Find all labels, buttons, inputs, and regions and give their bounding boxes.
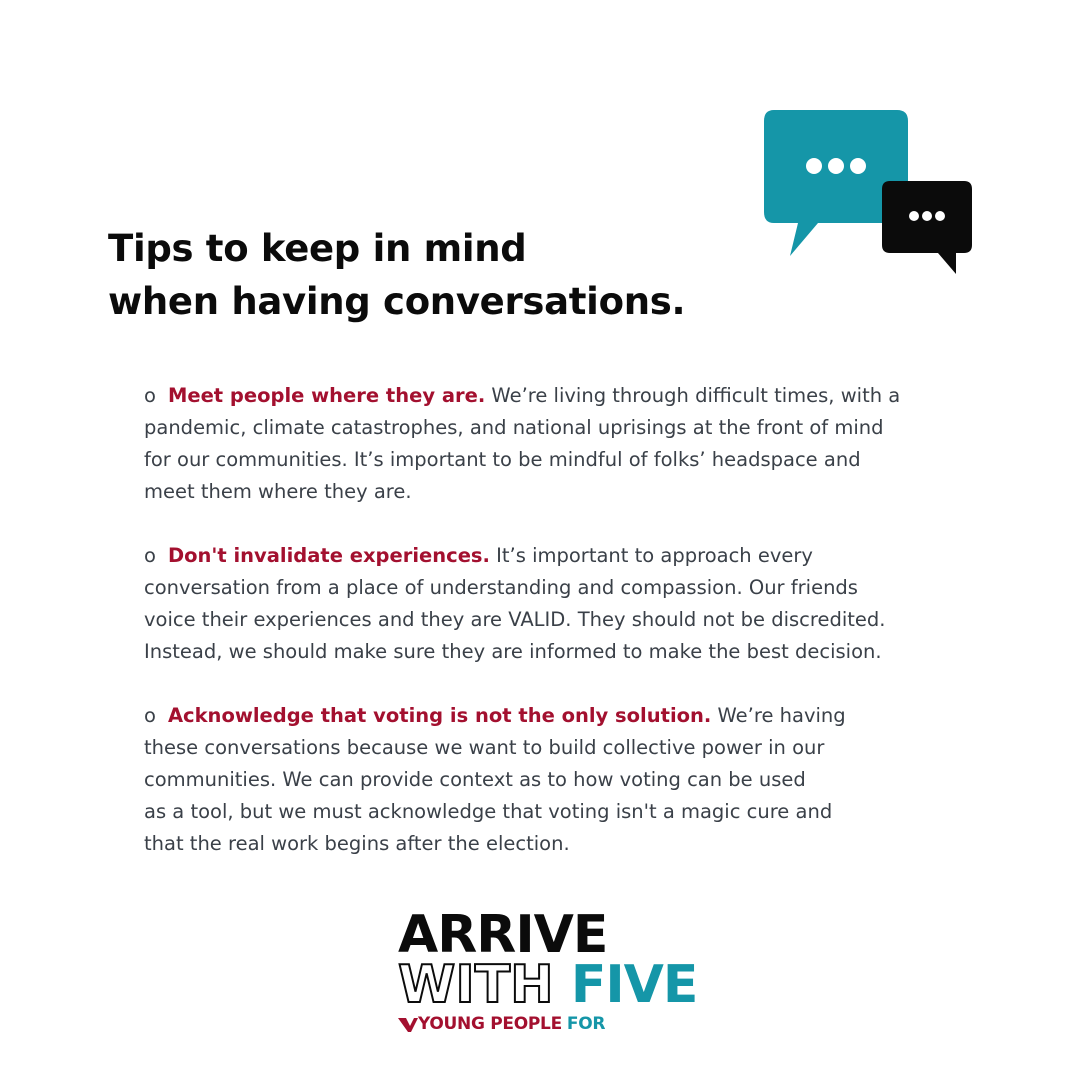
page-title-line-2: when having conversations. (108, 280, 686, 323)
tip-text: We’re living through difficult times, with a (485, 384, 901, 407)
bullet-marker: o (144, 384, 156, 407)
logo-with-five-row (398, 955, 698, 1015)
logo-five-text: FIVE (570, 955, 698, 1015)
speech-bubble-black-icon (882, 181, 972, 274)
tip-text: that the real work begins after the election. (144, 832, 570, 855)
tip-text: conversation from a place of understanding and compassion. Our friends (144, 576, 858, 599)
tip-heading: Meet people where they are. (167, 384, 486, 407)
bullet-marker: o (144, 704, 156, 727)
tip-acknowledge-voting (144, 700, 964, 860)
tip-dont-invalidate (144, 540, 964, 668)
tip-text: as a tool, but we must acknowledge that voting isn't a magic cure and (144, 800, 833, 823)
arrive-with-five-logo (398, 905, 698, 1034)
young-people-for-logo (398, 1014, 698, 1034)
tip-heading: Acknowledge that voting is not the only solution. (167, 704, 712, 727)
tip-text: for our communities. It’s important to be mindful of folks’ headspace and (144, 448, 861, 471)
tip-first-line (144, 540, 964, 572)
tip-text: meet them where they are. (144, 480, 412, 503)
tip-text: Instead, we should make sure they are informed to make the best decision. (144, 640, 882, 663)
speech-bubbles-illustration (760, 106, 980, 281)
tips-list (144, 380, 964, 892)
page-title (108, 222, 685, 328)
tip-text: It’s important to approach every (489, 544, 813, 567)
tip-text: these conversations because we want to build collective power in our (144, 736, 825, 759)
ypf-chevron-icon (398, 1016, 418, 1032)
logo-for-text: FOR (566, 1014, 606, 1034)
logo-arrive-text: ARRIVE (398, 905, 608, 965)
bullet-marker: o (144, 544, 156, 567)
tip-text: communities. We can provide context as to how voting can be used (144, 768, 806, 791)
tip-meet-people (144, 380, 964, 508)
tip-text: We’re having (711, 704, 846, 727)
tip-heading: Don't invalidate experiences. (167, 544, 490, 567)
tip-text: voice their experiences and they are VALID. They should not be discredited. (144, 608, 886, 631)
logo-with-text: WITH (398, 955, 554, 1015)
tip-first-line (144, 700, 964, 732)
logo-young-people-text: YOUNG PEOPLE (418, 1014, 562, 1034)
page-title-line-1: Tips to keep in mind (108, 227, 527, 270)
tip-text: pandemic, climate catastrophes, and national uprisings at the front of mind (144, 416, 884, 439)
tip-first-line (144, 380, 964, 412)
